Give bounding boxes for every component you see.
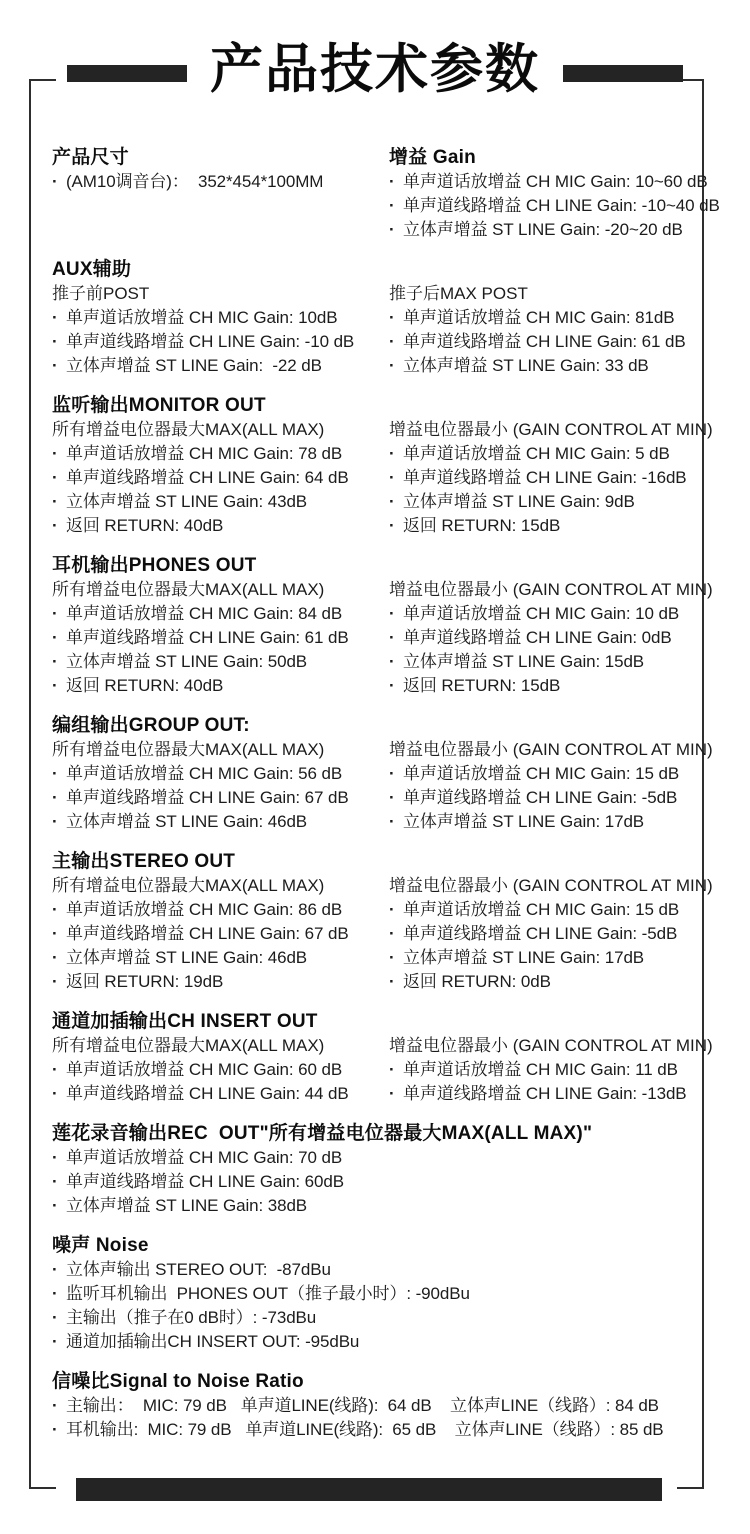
spec-item: · 单声道话放增益 CH MIC Gain: 15 dB: [389, 762, 704, 786]
section-stereo-out: [52, 850, 713, 994]
heading-spacer: [389, 554, 704, 578]
bullet-icon: [52, 674, 66, 698]
spec-item: · 单声道线路增益 CH LINE Gain: 61 dB: [52, 626, 389, 650]
bullet-icon: [52, 1258, 66, 1282]
spec-item: · 单声道线路增益 CH LINE Gain: 67 dB: [52, 922, 389, 946]
section-dimensions-and-gain: [52, 146, 720, 242]
bullet-icon: [52, 442, 66, 466]
spec-list: [389, 762, 704, 834]
spec-item: · 耳机输出: MIC: 79 dB 单声道LINE(线路): 65 dB 立体声LINE（线路）: 85 dB: [52, 1418, 704, 1442]
col-stereo-min: [389, 850, 713, 994]
section-ch-insert-out: [52, 1010, 713, 1106]
bullet-icon: [52, 490, 66, 514]
spec-item: · 返回 RETURN: 15dB: [389, 674, 704, 698]
page-title: 产品技术参数: [210, 40, 540, 99]
bullet-icon: [52, 970, 66, 994]
bullet-icon: [52, 354, 66, 378]
spec-item: · 单声道话放增益 CH MIC Gain: 11 dB: [389, 1058, 704, 1082]
bullet-icon: [389, 354, 403, 378]
bullet-icon: [52, 1058, 66, 1082]
frame-left-line: [29, 79, 31, 1489]
spec-item: · 单声道话放增益 CH MIC Gain: 86 dB: [52, 898, 389, 922]
bullet-icon: [52, 786, 66, 810]
col-product-dimensions: [52, 146, 389, 242]
bullet-icon: [52, 1418, 66, 1442]
col-stereo-max: [52, 850, 389, 994]
spec-item: · 返回 RETURN: 15dB: [389, 514, 704, 538]
section-heading: 噪声 Noise: [52, 1235, 149, 1256]
spec-list: [52, 170, 389, 194]
bullet-icon: [52, 650, 66, 674]
section-heading: 主输出STEREO OUT: [52, 851, 236, 872]
section-subheading: 所有增益电位器最大MAX(ALL MAX): [52, 580, 325, 599]
spec-list: [389, 170, 720, 242]
bullet-icon: [389, 1058, 403, 1082]
spec-item: · 单声道话放增益 CH MIC Gain: 15 dB: [389, 898, 704, 922]
spec-item: · 立体声增益 ST LINE Gain: 50dB: [52, 650, 389, 674]
col-group-max: [52, 714, 389, 834]
section-signal-to-noise: [52, 1370, 704, 1442]
bullet-icon: [389, 626, 403, 650]
col-monitor-min: [389, 394, 713, 538]
spec-item: · 返回 RETURN: 0dB: [389, 970, 704, 994]
bullet-icon: [389, 466, 403, 490]
spec-list: [52, 1146, 704, 1218]
bullet-icon: [52, 762, 66, 786]
bullet-icon: [389, 922, 403, 946]
spec-item: · 单声道线路增益 CH LINE Gain: -13dB: [389, 1082, 704, 1106]
bullet-icon: [52, 170, 66, 194]
bullet-icon: [389, 170, 403, 194]
spec-item: · 单声道线路增益 CH LINE Gain: 61 dB: [389, 330, 704, 354]
bullet-icon: [52, 330, 66, 354]
section-heading: 通道加插输出CH INSERT OUT: [52, 1011, 318, 1032]
spec-item: · 单声道话放增益 CH MIC Gain: 60 dB: [52, 1058, 389, 1082]
bullet-icon: [389, 674, 403, 698]
frame-corner-bottom-left: [29, 1487, 56, 1489]
frame-corner-bottom-right: [677, 1487, 704, 1489]
col-aux-pre-fader: [52, 258, 389, 378]
section-heading: 信噪比Signal to Noise Ratio: [52, 1371, 304, 1392]
spec-item: · 监听耳机输出 PHONES OUT（推子最小时）: -90dBu: [52, 1282, 704, 1306]
heading-spacer: [389, 850, 704, 874]
spec-list: [52, 1058, 389, 1106]
title-bar-left-icon: [67, 65, 187, 82]
bullet-icon: [52, 466, 66, 490]
spec-item: · 单声道线路增益 CH LINE Gain: 64 dB: [52, 466, 389, 490]
spec-list: [52, 1258, 704, 1354]
spec-item: · 单声道线路增益 CH LINE Gain: 67 dB: [52, 786, 389, 810]
bullet-icon: [389, 762, 403, 786]
section-subheading: 增益电位器最小 (GAIN CONTROL AT MIN): [389, 1036, 713, 1055]
heading-spacer: [389, 714, 704, 738]
spec-item: · 主输出： MIC: 79 dB 单声道LINE(线路): 64 dB 立体声LINE（线路）: 84 dB: [52, 1394, 704, 1418]
spec-item: · 返回 RETURN: 40dB: [52, 674, 389, 698]
section-subheading: 增益电位器最小 (GAIN CONTROL AT MIN): [389, 420, 713, 439]
spec-item: · 单声道话放增益 CH MIC Gain: 5 dB: [389, 442, 704, 466]
section-heading: 编组输出GROUP OUT:: [52, 715, 250, 736]
spec-item: · 单声道话放增益 CH MIC Gain: 10 dB: [389, 602, 704, 626]
title-bar-right-icon: [563, 65, 683, 82]
bullet-icon: [389, 786, 403, 810]
spec-item: · 立体声增益 ST LINE Gain: 46dB: [52, 946, 389, 970]
spec-list: [389, 898, 704, 994]
section-rec-out: [52, 1122, 704, 1218]
col-gain: [389, 146, 720, 242]
bullet-icon: [389, 650, 403, 674]
bottom-accent-bar: [76, 1478, 662, 1501]
spec-item: · 单声道线路增益 CH LINE Gain: 60dB: [52, 1170, 704, 1194]
section-heading: 莲花录音输出REC OUT"所有增益电位器最大MAX(ALL MAX)": [52, 1123, 593, 1144]
spec-item: · 立体声增益 ST LINE Gain: 17dB: [389, 810, 704, 834]
spec-item: · 单声道线路增益 CH LINE Gain: 0dB: [389, 626, 704, 650]
spec-list: [389, 306, 704, 378]
spec-item: · 单声道线路增益 CH LINE Gain: -5dB: [389, 786, 704, 810]
section-phones-out: [52, 554, 713, 698]
bullet-icon: [389, 946, 403, 970]
section-heading: 增益 Gain: [389, 147, 476, 168]
bullet-icon: [389, 442, 403, 466]
section-subheading: 所有增益电位器最大MAX(ALL MAX): [52, 876, 325, 895]
col-aux-post-fader: [389, 258, 704, 378]
bullet-icon: [52, 602, 66, 626]
section-heading: 监听输出MONITOR OUT: [52, 395, 266, 416]
bullet-icon: [389, 1082, 403, 1106]
bullet-icon: [389, 330, 403, 354]
section-subheading: 增益电位器最小 (GAIN CONTROL AT MIN): [389, 876, 713, 895]
section-subheading: 所有增益电位器最大MAX(ALL MAX): [52, 420, 325, 439]
spec-item: · 通道加插输出CH INSERT OUT: -95dBu: [52, 1330, 704, 1354]
bullet-icon: [389, 306, 403, 330]
bullet-icon: [389, 602, 403, 626]
spec-item: · 单声道话放增益 CH MIC Gain: 10dB: [52, 306, 389, 330]
spec-item: · 单声道话放增益 CH MIC Gain: 84 dB: [52, 602, 389, 626]
spec-item: · (AM10调音台)： 352*454*100MM: [52, 170, 389, 194]
bullet-icon: [389, 490, 403, 514]
bullet-icon: [52, 1330, 66, 1354]
bullet-icon: [389, 218, 403, 242]
spec-list: [52, 442, 389, 538]
bullet-icon: [52, 1170, 66, 1194]
bullet-icon: [389, 810, 403, 834]
spec-item: · 单声道线路增益 CH LINE Gain: -16dB: [389, 466, 704, 490]
bullet-icon: [52, 946, 66, 970]
bullet-icon: [52, 1282, 66, 1306]
section-subheading: 所有增益电位器最大MAX(ALL MAX): [52, 740, 325, 759]
spec-item: · 立体声增益 ST LINE Gain: 17dB: [389, 946, 704, 970]
spec-item: · 立体声增益 ST LINE Gain: 15dB: [389, 650, 704, 674]
bullet-icon: [389, 514, 403, 538]
section-subheading: 推子前POST: [52, 284, 150, 303]
spec-list: [389, 1058, 704, 1106]
spec-item: · 立体声增益 ST LINE Gain: 33 dB: [389, 354, 704, 378]
bullet-icon: [52, 1082, 66, 1106]
bullet-icon: [52, 514, 66, 538]
spec-list: [52, 306, 389, 378]
spec-list: [389, 602, 704, 698]
bullet-icon: [389, 194, 403, 218]
heading-spacer: [389, 1010, 704, 1034]
bullet-icon: [52, 1146, 66, 1170]
spec-item: · 立体声增益 ST LINE Gain: 38dB: [52, 1194, 704, 1218]
spec-item: · 单声道线路增益 CH LINE Gain: -10~40 dB: [389, 194, 704, 218]
section-subheading: 增益电位器最小 (GAIN CONTROL AT MIN): [389, 580, 713, 599]
col-insert-max: [52, 1010, 389, 1106]
spec-item: · 返回 RETURN: 40dB: [52, 514, 389, 538]
bullet-icon: [52, 922, 66, 946]
section-subheading: 增益电位器最小 (GAIN CONTROL AT MIN): [389, 740, 713, 759]
col-monitor-max: [52, 394, 389, 538]
bullet-icon: [52, 1394, 66, 1418]
bullet-icon: [52, 810, 66, 834]
section-subheading: 所有增益电位器最大MAX(ALL MAX): [52, 1036, 325, 1055]
spec-content: [52, 146, 720, 1442]
spec-list: [389, 442, 704, 538]
section-monitor-out: [52, 394, 713, 538]
section-heading: 产品尺寸: [52, 147, 129, 168]
spec-list: [52, 762, 389, 834]
spec-item: · 单声道话放增益 CH MIC Gain: 70 dB: [52, 1146, 704, 1170]
spec-list: [52, 602, 389, 698]
bullet-icon: [52, 1194, 66, 1218]
bullet-icon: [52, 898, 66, 922]
spec-item: · 单声道话放增益 CH MIC Gain: 81dB: [389, 306, 704, 330]
spec-item: · 立体声增益 ST LINE Gain: 43dB: [52, 490, 389, 514]
bullet-icon: [52, 1306, 66, 1330]
col-phones-min: [389, 554, 713, 698]
heading-spacer: [389, 394, 704, 418]
spec-item: · 主输出（推子在0 dB时）: -73dBu: [52, 1306, 704, 1330]
spec-list: [52, 898, 389, 994]
section-heading: AUX辅助: [52, 259, 132, 280]
col-group-min: [389, 714, 713, 834]
spec-item: · 单声道话放增益 CH MIC Gain: 78 dB: [52, 442, 389, 466]
bullet-icon: [52, 306, 66, 330]
section-noise: [52, 1234, 704, 1354]
bullet-icon: [389, 970, 403, 994]
spec-list: [52, 1394, 704, 1442]
section-aux: [52, 258, 704, 378]
section-subheading: 推子后MAX POST: [389, 284, 528, 303]
section-group-out: [52, 714, 713, 834]
col-insert-min: [389, 1010, 713, 1106]
spec-item: · 立体声增益 ST LINE Gain: -20~20 dB: [389, 218, 704, 242]
spec-item: · 单声道线路增益 CH LINE Gain: -10 dB: [52, 330, 389, 354]
spec-item: · 单声道话放增益 CH MIC Gain: 10~60 dB: [389, 170, 704, 194]
spec-item: · 立体声增益 ST LINE Gain: -22 dB: [52, 354, 389, 378]
bullet-icon: [52, 626, 66, 650]
spec-item: · 单声道线路增益 CH LINE Gain: -5dB: [389, 922, 704, 946]
section-heading: 耳机输出PHONES OUT: [52, 555, 257, 576]
spec-item: · 返回 RETURN: 19dB: [52, 970, 389, 994]
spec-item: · 单声道线路增益 CH LINE Gain: 44 dB: [52, 1082, 389, 1106]
heading-spacer: [389, 258, 704, 282]
spec-item: · 立体声输出 STEREO OUT: -87dBu: [52, 1258, 704, 1282]
bullet-icon: [389, 898, 403, 922]
spec-item: · 立体声增益 ST LINE Gain: 9dB: [389, 490, 704, 514]
col-phones-max: [52, 554, 389, 698]
spec-item: · 立体声增益 ST LINE Gain: 46dB: [52, 810, 389, 834]
title-row: [0, 42, 750, 98]
spec-item: · 单声道话放增益 CH MIC Gain: 56 dB: [52, 762, 389, 786]
